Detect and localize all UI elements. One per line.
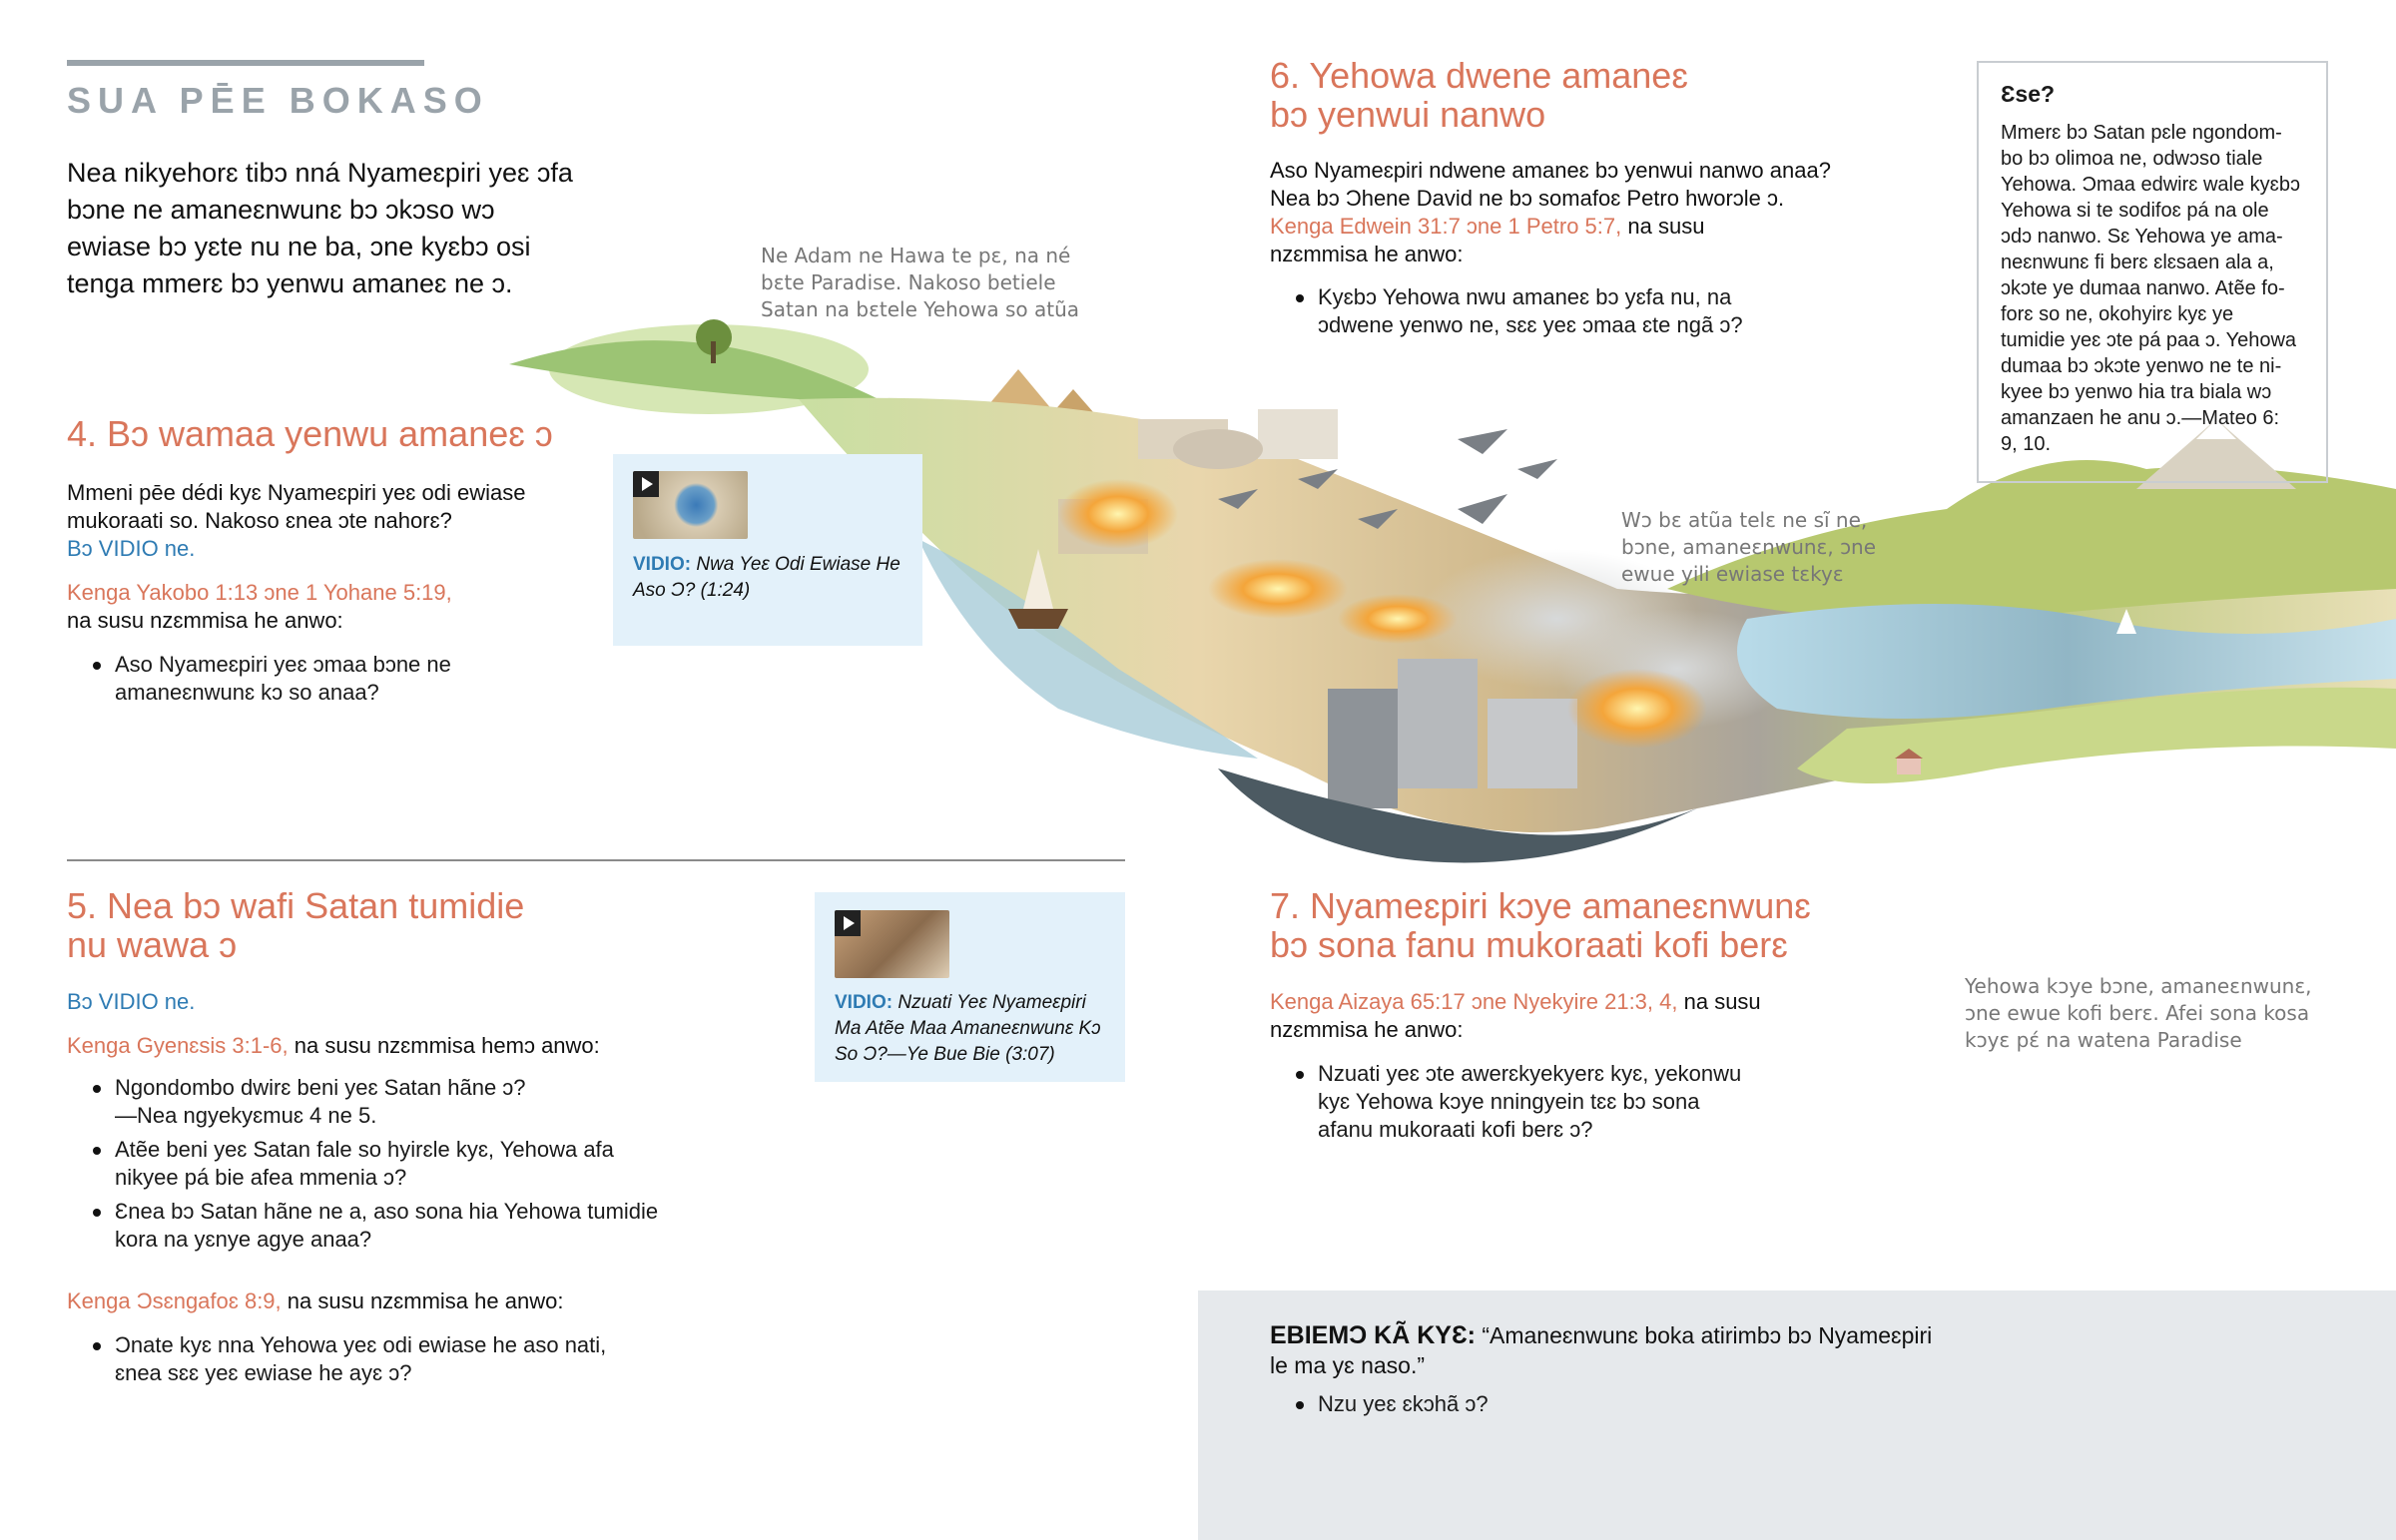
- section-4-video-link[interactable]: Bɔ VIDIO ne.: [67, 536, 196, 561]
- some-people-say-label: EBIEMƆ KÃ KYƐ:: [1270, 1321, 1476, 1349]
- section-5-ref-line-1: Kenga Gyenɛsis 3:1-6, na susu nzɛmmisa hemɔ anwo:: [67, 1033, 600, 1058]
- lesson-kicker: SUA PĒE BOKASO: [67, 80, 489, 121]
- list-item: Ɛnea bɔ Satan hãne ne a, aso sona hia Yehowa tumidie kora na yɛnye agye anaa?: [67, 1198, 706, 1254]
- some-people-say-question: [1270, 1390, 1869, 1424]
- lesson-intro: Nea nikyehorɛ tibɔ nná Nyameɛpiri yeɛ ɔfa bɔne ne amaneɛnwunɛ bɔ ɔkɔso wɔ ewiase bɔ yɛte nu ne ba, ɔne kyɛbɔ osi tenga mmerɛ bɔ yenwu amaneɛ ne ɔ.: [67, 158, 573, 298]
- list-item: Ngondombo dwirɛ beni yeɛ Satan hãne ɔ? —Nea ngyekyɛmuɛ 4 ne 5.: [67, 1074, 706, 1130]
- video-thumbnail[interactable]: [835, 910, 949, 978]
- section-6-scripture-ref[interactable]: Kenga Edwein 31:7 ɔne 1 Petro 5:7,: [1270, 214, 1622, 239]
- section-6-questions: [1270, 283, 1829, 345]
- video-caption: VIDIO: Nwa Yeɛ Odi Ewiase He Aso Ɔ? (1:24): [633, 554, 900, 601]
- list-item: Atẽe beni yeɛ Satan fale so hyirɛle kyɛ, Yehowa afa nikyee pá bie afea mmenia ɔ?: [67, 1136, 706, 1192]
- list-item: Nzu yeɛ ɛkɔhã ɔ?: [1270, 1390, 1869, 1418]
- section-7-title: 7. Nyameɛpiri kɔye amaneɛnwunɛ bɔ sona fanu mukoraati kofi berɛ: [1270, 885, 1811, 965]
- section-divider: [67, 859, 1125, 861]
- section-4-title: 4. Bɔ wamaa yenwu amaneɛ ɔ: [67, 413, 553, 454]
- some-people-say-text: EBIEMƆ KÃ KYƐ: “Amaneɛnwunɛ boka atirimbɔ bɔ Nyameɛpiri le ma yɛ naso.”: [1270, 1321, 1933, 1378]
- section-5-scripture-ref-2[interactable]: Kenga Ɔsɛngafoɛ 8:9,: [67, 1288, 282, 1313]
- caption-paradise-restored: Yehowa kɔye bɔne, amaneɛnwunɛ, ɔne ewue kofi berɛ. Afei sona kosa kɔyɛ pɛ́ na watena Paradise: [1965, 974, 2312, 1052]
- section-5-questions-2: [67, 1331, 706, 1393]
- did-you-know-box: [1977, 61, 2328, 483]
- section-5-scripture-ref-1[interactable]: Kenga Gyenɛsis 3:1-6,: [67, 1033, 289, 1058]
- section-7-body: Kenga Aizaya 65:17 ɔne Nyekyire 21:3, 4, na susu nzɛmmisa he anwo:: [1270, 989, 1761, 1042]
- did-you-know-heading: Ɛse?: [2001, 81, 2056, 107]
- some-people-say-panel: [1198, 1290, 2396, 1540]
- section-6-title: 6. Yehowa dwene amaneɛ bɔ yenwui nanwo: [1270, 55, 1688, 135]
- play-icon[interactable]: [633, 471, 659, 497]
- list-item: Ɔnate kyɛ nna Yehowa yeɛ odi ewiase he aso nati, ɛnea sɛɛ yeɛ ewiase he ayɛ ɔ?: [67, 1331, 706, 1387]
- list-item: Nzuati yeɛ ɔte awerɛkyekyerɛ kyɛ, yekonwu kyɛ Yehowa kɔye nningyein tɛɛ bɔ sona afanu mukoraati kofi berɛ ɔ?: [1270, 1060, 1829, 1144]
- section-7-scripture-ref[interactable]: Kenga Aizaya 65:17 ɔne Nyekyire 21:3, 4,: [1270, 989, 1678, 1014]
- top-rule: [67, 60, 424, 66]
- did-you-know-text: Mmerɛ bɔ Satan pɛle ngondom- bo bɔ olimoa ne, odwɔso tiale Yehowa. Ɔmaa edwirɛ wale kyɛbɔ Yehowa si te sodifoɛ pá na ole ɔdɔ nanwo. Sɛ Yehowa ye ama- neɛnwunɛ fi berɛ ɛlɛsaen ala a, ɔkɔte ye dumaa nanwo. Atẽe fo- forɛ so ne, okohyirɛ kyɛ ye tumidie yeɛ ɔte pá paa ɔ. Yehowa dumaa bɔ ɔkɔte yenwo ne te ni- kyee bɔ yenwo hia tra biala wɔ amanzaen he anu ɔ.—Mateo 6: 9, 10.: [2001, 122, 2300, 455]
- section-5-questions-1: [67, 1074, 706, 1260]
- section-6-body: Aso Nyameɛpiri ndwene amaneɛ bɔ yenwui nanwo anaa? Nea bɔ Ɔhene David ne bɔ somafoɛ Petro hworɔle ɔ. Kenga Edwein 31:7 ɔne 1 Petro 5:7, na susu nzɛmmisa he anwo:: [1270, 158, 1831, 266]
- caption-rebellion: Wɔ bɛ atũa telɛ ne sĩ ne, bɔne, amaneɛnwunɛ, ɔne ewue yili ewiase tɛkyɛ: [1621, 508, 1877, 586]
- section-5-title: 5. Nea bɔ wafi Satan tumidie nu wawa ɔ: [67, 885, 525, 965]
- play-icon[interactable]: [835, 910, 861, 936]
- section-5-video-link[interactable]: Bɔ VIDIO ne.: [67, 989, 196, 1014]
- caption-paradise: Ne Adam ne Hawa te pɛ, na né bɛte Paradise. Nakoso betiele Satan na bɛtele Yehowa so atũa: [761, 244, 1080, 321]
- section-7-questions: [1270, 1060, 1829, 1150]
- list-item: Kyɛbɔ Yehowa nwu amaneɛ bɔ yɛfa nu, na ɔdwene yenwo ne, sɛɛ yeɛ ɔmaa ɛte ngã ɔ?: [1270, 283, 1829, 339]
- video-card-1[interactable]: [613, 454, 922, 646]
- section-4-questions: [67, 651, 526, 713]
- section-4-scripture-ref[interactable]: Kenga Yakobo 1:13 ɔne 1 Yohane 5:19,: [67, 580, 452, 605]
- video-caption: VIDIO: Nzuati Yeɛ Nyameɛpiri Ma Atẽe Maa Amaneɛnwunɛ Kɔ So Ɔ?—Ye Bue Bie (3:07): [835, 992, 1101, 1065]
- video-card-2[interactable]: [815, 892, 1125, 1082]
- video-thumbnail[interactable]: [633, 471, 748, 539]
- section-4-instruction: na susu nzɛmmisa he anwo:: [67, 608, 343, 633]
- section-4-body: Mmeni pēe dédi kyɛ Nyameɛpiri yeɛ odi ewiase mukoraati so. Nakoso ɛnea ɔte nahorɛ?: [67, 480, 526, 533]
- list-item: Aso Nyameɛpiri yeɛ ɔmaa bɔne ne amaneɛnwunɛ kɔ so anaa?: [67, 651, 526, 707]
- section-5-ref-line-2: Kenga Ɔsɛngafoɛ 8:9, na susu nzɛmmisa he anwo:: [67, 1288, 564, 1313]
